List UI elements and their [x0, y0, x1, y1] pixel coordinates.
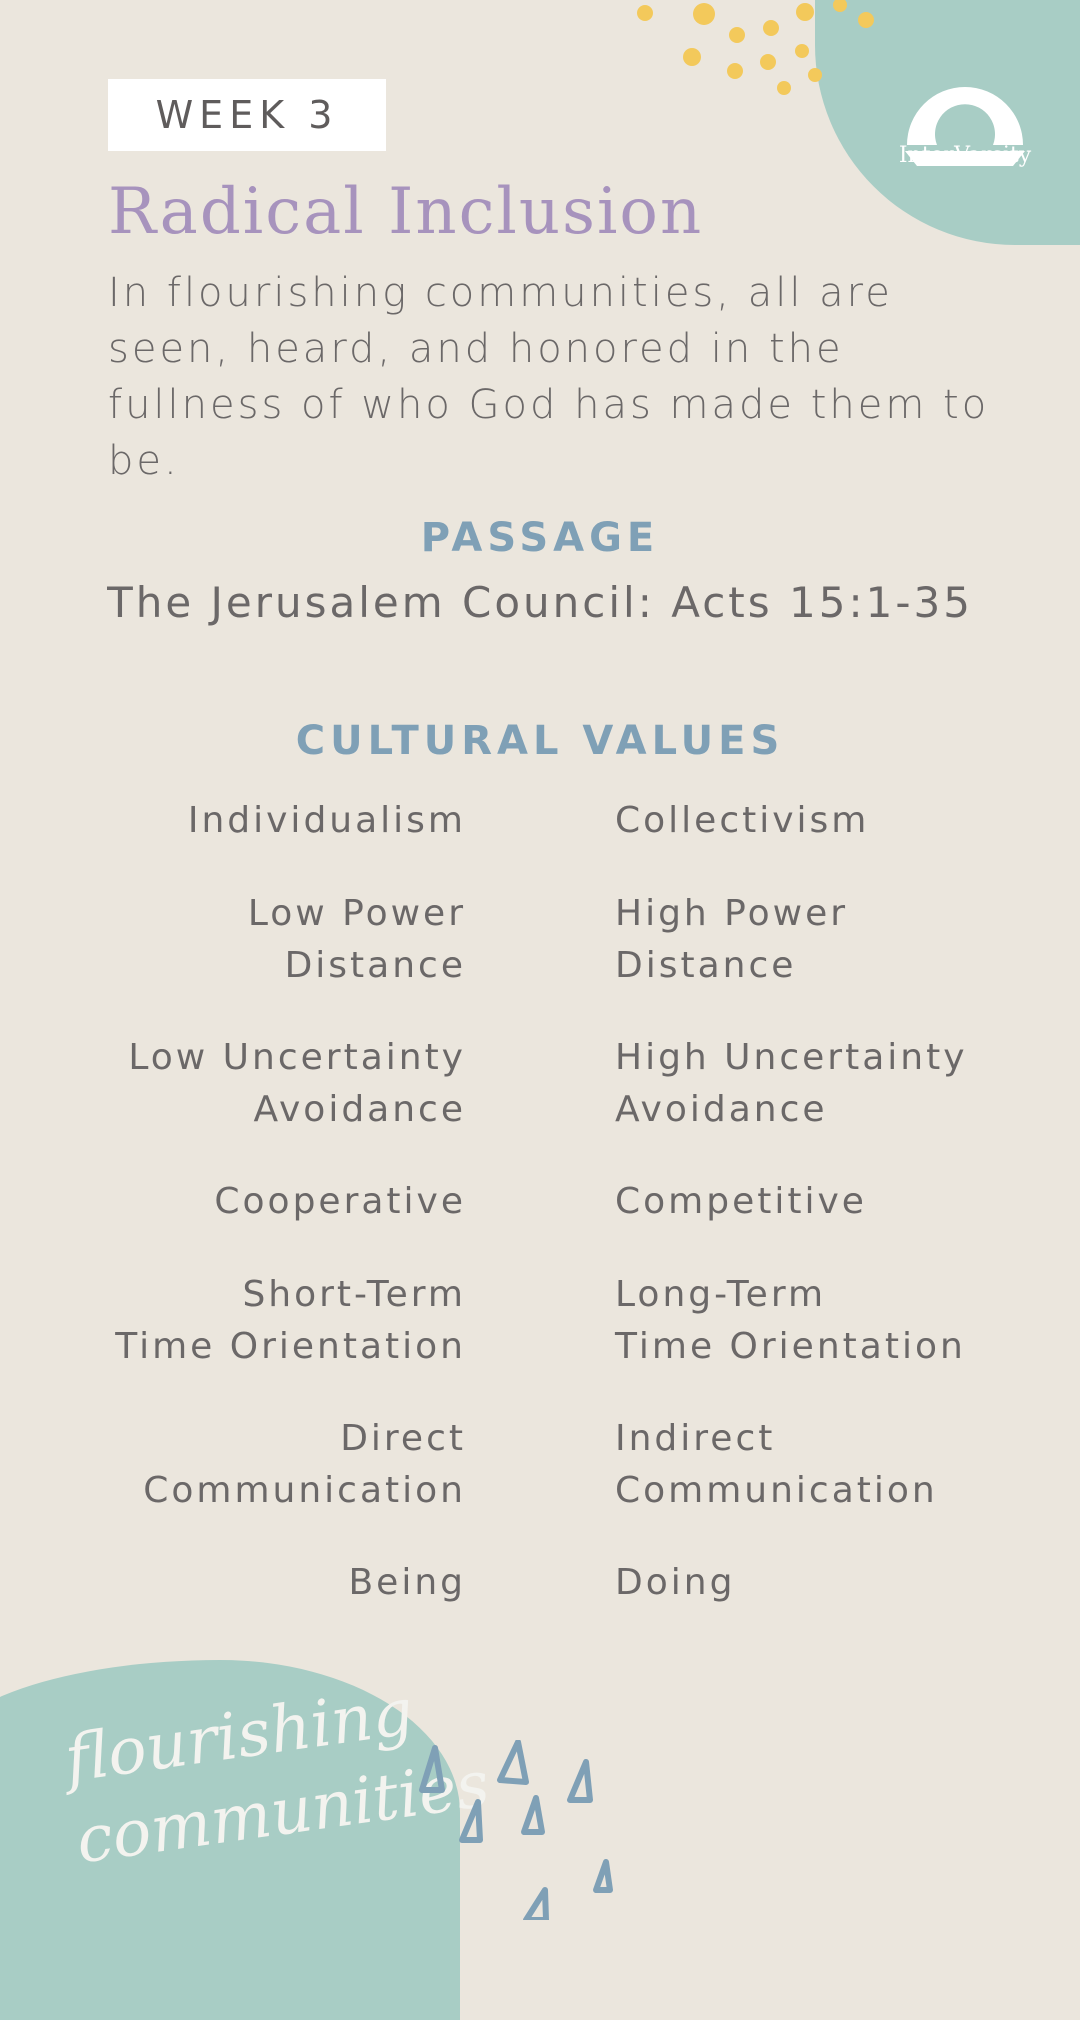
- passage-heading: PASSAGE: [420, 515, 660, 561]
- value-right: Indirect Communication: [615, 1418, 938, 1511]
- value-left: Low Uncertainty Avoidance: [128, 1037, 466, 1130]
- value-left: Short-Term Time Orientation: [115, 1274, 466, 1367]
- value-left: Individualism: [187, 800, 466, 841]
- value-right: Long-Term Time Orientation: [615, 1274, 966, 1367]
- value-left: Low Power Distance: [247, 893, 466, 986]
- value-right: Collectivism: [615, 800, 870, 841]
- value-right: High Power Distance: [615, 893, 849, 986]
- page-title: Radical Inclusion: [108, 175, 704, 249]
- value-right: High Uncertainty Avoidance: [615, 1037, 968, 1130]
- cultural-values-heading: CULTURAL VALUES: [295, 718, 785, 764]
- flourishing-communities-script: flourishing communities: [60, 1675, 494, 1879]
- week-label: WEEK 3: [108, 79, 386, 151]
- value-left: Direct Communication: [143, 1418, 466, 1511]
- blue-triangles-decoration: [400, 1740, 650, 1920]
- passage-text: The Jerusalem Council: Acts 15:1-35: [107, 578, 973, 627]
- value-left: Cooperative: [214, 1181, 466, 1222]
- value-right: Doing: [615, 1562, 736, 1603]
- value-left: Being: [348, 1562, 466, 1603]
- intro-text: In flourishing communities, all are seen, heard, and honored in the fullness of who God has made them to be.: [108, 270, 990, 484]
- value-right: Competitive: [615, 1181, 867, 1222]
- logo-text: InterVarsity: [898, 143, 1032, 168]
